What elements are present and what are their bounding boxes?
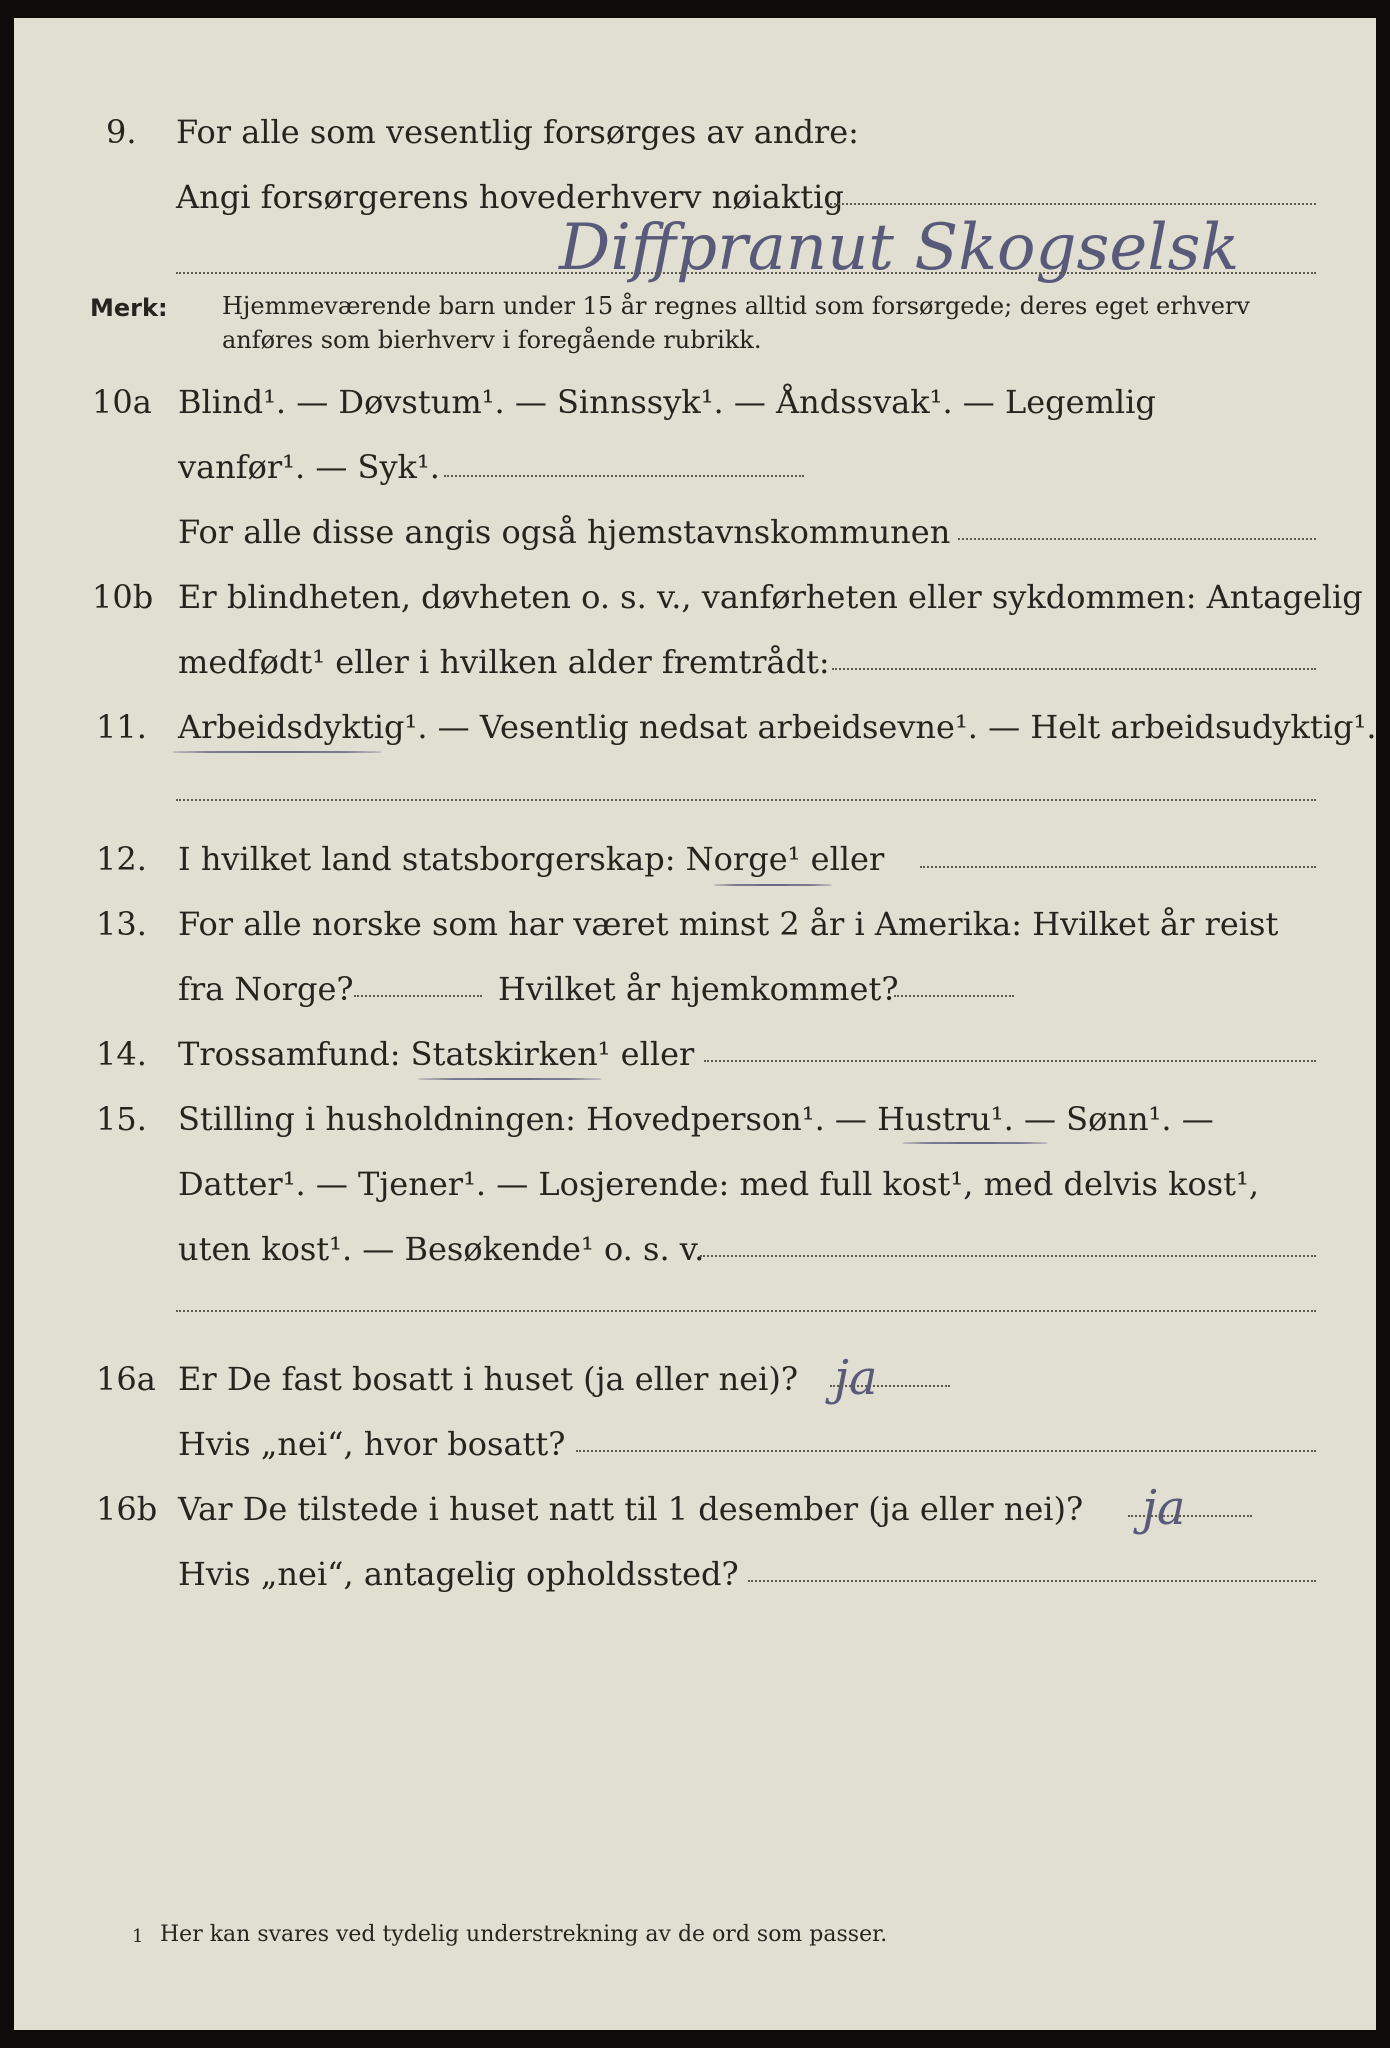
q10b-question: Er blindheten, døvheten o. s. v., vanførheten eller sykdommen: Antagelig (178, 578, 1363, 616)
q13-hjemkommet-prompt: Hvilket år hjemkommet? (498, 970, 899, 1008)
q9-handwritten-answer: Diffpranut Skogselsk (559, 211, 1240, 285)
q11-arbeidsdyktig-underline (172, 751, 382, 753)
q15-options: Stilling i husholdningen: Hovedperson¹. — Hustru¹. — Sønn¹. — (178, 1100, 1214, 1138)
q15-options-cont-2: uten kost¹. — Besøkende¹ o. s. v. (178, 1230, 705, 1268)
q10a-answer-line[interactable] (444, 475, 804, 477)
census-form-page (14, 18, 1376, 2030)
q16a-answer-line[interactable] (830, 1385, 950, 1387)
q16b-question: Var De tilstede i huset natt til 1 desember (ja eller nei)? (178, 1490, 1084, 1528)
merk-note-line-2: anføres som bierhverv i foregående rubrikk. (222, 326, 762, 354)
merk-note-line-1: Hjemmeværende barn under 15 år regnes alltid som forsørgede; deres eget erhverv (222, 292, 1250, 320)
q16b-handwritten-answer: ja (1142, 1480, 1186, 1536)
q12-question: I hvilket land statsborgerskap: Norge¹ eller (178, 840, 885, 878)
q16a-number: 16a (96, 1360, 156, 1398)
q15-options-cont: Datter¹. — Tjener¹. — Losjerende: med full kost¹, med delvis kost¹, (178, 1165, 1260, 1203)
q16b-number: 16b (96, 1490, 158, 1528)
q16a-bosatt-prompt: Hvis „nei“, hvor bosatt? (178, 1425, 566, 1463)
q14-answer-line[interactable] (704, 1060, 1316, 1062)
q15-number: 15. (96, 1100, 147, 1138)
q13-hjemkommet-line[interactable] (894, 995, 1014, 997)
q16b-answer-line[interactable] (1128, 1515, 1252, 1517)
q15-answer-line-2[interactable] (176, 1310, 1316, 1312)
q10a-number: 10a (92, 383, 152, 421)
footnote-text: Her kan svares ved tydelig understrekning av de ord som passer. (160, 1922, 888, 1947)
q10b-question-cont: medfødt¹ eller i hvilken alder fremtrådt: (178, 643, 830, 681)
q13-number: 13. (96, 905, 147, 943)
q9-answer-line[interactable] (830, 203, 1316, 205)
q10a-hjemstavn-prompt: For alle disse angis også hjemstavnskommunen (178, 513, 951, 551)
q14-number: 14. (96, 1035, 147, 1073)
q12-number: 12. (96, 840, 147, 878)
q13-question: For alle norske som har været minst 2 år i Amerika: Hvilket år reist (178, 905, 1279, 943)
q15-answer-line[interactable] (700, 1255, 1316, 1257)
q9-question: For alle som vesentlig forsørges av andre: (176, 113, 859, 151)
q13-reist-prompt: fra Norge? (178, 970, 354, 1008)
q16b-opholdssted-prompt: Hvis „nei“, antagelig opholdssted? (178, 1555, 739, 1593)
q15-hustru-underline (902, 1142, 1048, 1144)
q10b-number: 10b (92, 578, 154, 616)
q16a-bosatt-line[interactable] (576, 1450, 1316, 1452)
q10a-options-cont: vanfør¹. — Syk¹. (178, 448, 440, 486)
q9-prompt: Angi forsørgerens hovederhverv nøiaktig (176, 178, 844, 216)
merk-label: Merk: (90, 294, 168, 322)
q16a-handwritten-answer: ja (834, 1350, 878, 1406)
q9-answer-line-2[interactable] (176, 272, 1316, 274)
footnote-mark: 1 (132, 1926, 144, 1947)
q11-number: 11. (96, 708, 147, 746)
q9-number: 9. (106, 113, 137, 151)
q14-question: Trossamfund: Statskirken¹ eller (178, 1035, 695, 1073)
q10b-answer-line[interactable] (832, 668, 1316, 670)
q16a-question: Er De fast bosatt i huset (ja eller nei)? (178, 1360, 799, 1398)
q11-answer-line[interactable] (176, 799, 1316, 801)
q12-norge-underline (714, 884, 832, 886)
q11-options: Arbeidsdyktig¹. — Vesentlig nedsat arbeidsevne¹. — Helt arbeidsudyktig¹. (178, 708, 1377, 746)
q10a-hjemstavn-line[interactable] (958, 538, 1316, 540)
q10a-options: Blind¹. — Døvstum¹. — Sinnssyk¹. — Åndssvak¹. — Legemlig (178, 383, 1156, 421)
q14-statskirken-underline (418, 1078, 602, 1080)
q12-answer-line[interactable] (920, 866, 1316, 868)
q13-reist-line[interactable] (354, 995, 482, 997)
q16b-opholdssted-line[interactable] (748, 1580, 1316, 1582)
